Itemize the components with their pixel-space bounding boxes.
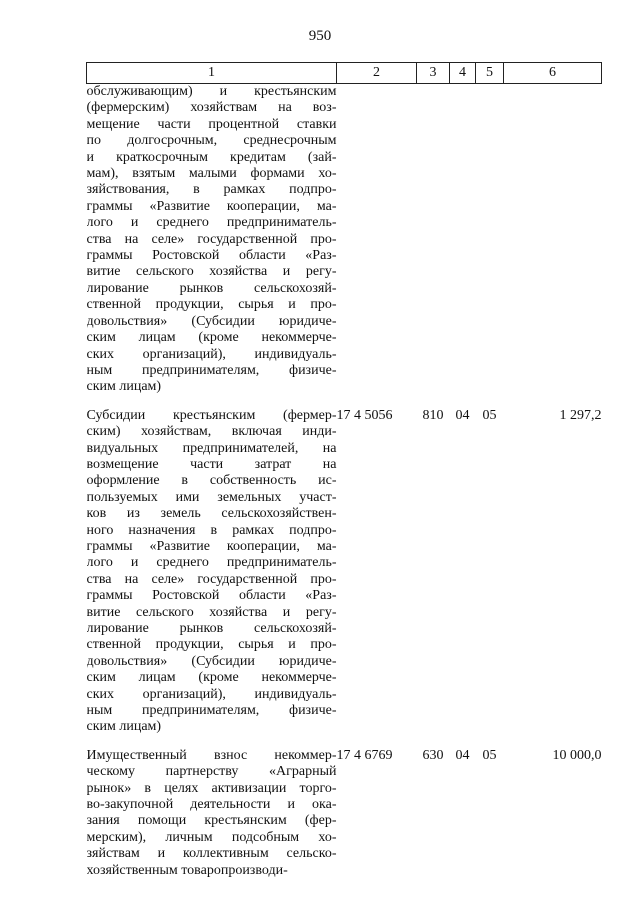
description-line: рынок» в целях активизации торго- xyxy=(86,780,337,796)
description-line: ства на селе» государственной про- xyxy=(86,231,337,247)
subsection-code: 05 xyxy=(482,407,497,423)
item-description xyxy=(87,408,337,736)
description-line: и краткосрочным кредитам (зай- xyxy=(86,149,337,165)
description-line: ства на селе» государственной про- xyxy=(86,571,337,587)
description-line: ским) хозяйствам, включая инди- xyxy=(86,424,337,440)
description-line: ственной продукции, сырья и про- xyxy=(86,297,337,313)
target-article-code: 17 4 6769 xyxy=(336,747,393,763)
row-spacer xyxy=(87,736,602,748)
description-line: во-закупочной деятельности и ока- xyxy=(86,797,337,813)
column-header: 3 xyxy=(417,63,450,84)
page-number: 950 xyxy=(308,28,332,44)
description-line: лирование рынков сельскохозяй- xyxy=(86,621,337,636)
description-line: мерским), личным подсобным хо- xyxy=(86,829,337,845)
amount: 1 297,2 xyxy=(559,407,602,423)
spacer-cell xyxy=(87,396,602,408)
amount xyxy=(504,84,602,396)
description-line: граммы «Развитие кооперации, ма- xyxy=(86,538,337,554)
column-header: 6 xyxy=(504,63,602,84)
table-row xyxy=(87,748,602,879)
column-header: 4 xyxy=(450,63,476,84)
description-line: витие сельского хозяйства и регу- xyxy=(86,264,337,280)
description-line: лого и среднего предприниматель- xyxy=(86,215,337,231)
description-line: (фермерским) хозяйствам на воз- xyxy=(86,100,337,116)
description-line: пользуемых ими земельных участ- xyxy=(86,489,337,505)
expense-type-code xyxy=(417,84,450,396)
description-line: ским лицам) xyxy=(86,379,162,395)
description-line: ным предпринимателям, физиче- xyxy=(86,703,337,719)
target-article-code xyxy=(337,84,417,396)
column-header: 2 xyxy=(337,63,417,84)
description-line: зяйствования, в рамках подпро- xyxy=(86,182,337,198)
table-row xyxy=(87,84,602,396)
description-line: мещение части процентной ставки xyxy=(86,116,337,132)
description-line: ным предпринимателям, физиче- xyxy=(86,362,337,378)
subsection-code: 05 xyxy=(482,747,497,763)
table-header-row xyxy=(87,63,602,84)
description-line: граммы Ростовской области «Раз- xyxy=(86,248,337,264)
description-line: ков из земель сельскохозяйствен- xyxy=(86,506,337,522)
section-code: 04 xyxy=(455,407,470,423)
row-spacer xyxy=(87,396,602,408)
expense-type-code: 630 xyxy=(422,747,444,763)
description-line: довольствия» (Субсидии юридиче- xyxy=(86,653,337,669)
amount: 10 000,0 xyxy=(552,747,602,763)
description-line: ских организаций), индивидуаль- xyxy=(86,346,337,362)
description-line: зания помощи крестьянским (фер- xyxy=(86,813,337,829)
description-line: возмещение части затрат на xyxy=(86,456,337,472)
description-line: ческому партнерству «Аграрный xyxy=(86,764,337,780)
description-line: ских организаций), индивидуаль- xyxy=(86,686,337,702)
target-article-code: 17 4 5056 xyxy=(336,407,393,423)
section-code xyxy=(450,84,476,396)
table-row xyxy=(87,408,602,736)
description-line: ским лицам (кроме некоммерче- xyxy=(86,670,337,686)
description-line: граммы «Развитие кооперации, ма- xyxy=(86,198,337,214)
budget-table xyxy=(86,62,602,879)
description-line: лирование рынков сельскохозяй- xyxy=(86,280,337,296)
description-line: ственной продукции, сырья и про- xyxy=(86,637,337,653)
expense-type-code: 810 xyxy=(422,407,444,423)
description-line: мам), взятым малыми формами хо- xyxy=(86,166,337,182)
item-description xyxy=(87,748,337,879)
subsection-code xyxy=(476,84,504,396)
item-description xyxy=(87,84,337,396)
column-header: 5 xyxy=(476,63,504,84)
description-line: довольствия» (Субсидии юридиче- xyxy=(86,313,337,329)
description-line: лого и среднего предприниматель- xyxy=(86,555,337,571)
description-line: граммы Ростовской области «Раз- xyxy=(86,588,337,604)
description-line: витие сельского хозяйства и регу- xyxy=(86,604,337,620)
description-line: по долгосрочным, среднесрочным xyxy=(86,133,337,149)
description-line: видуальных предпринимателей, на xyxy=(86,440,337,456)
column-header: 1 xyxy=(87,63,337,84)
spacer-cell xyxy=(87,736,602,748)
description-line: ским лицам) xyxy=(86,719,162,735)
description-line: ским лицам (кроме некоммерче- xyxy=(86,330,337,346)
description-line: обслуживающим) и крестьянским xyxy=(86,84,337,99)
section-code: 04 xyxy=(455,747,470,763)
description-line: хозяйственным товаропроизводи- xyxy=(86,862,288,878)
description-line: Субсидии крестьянским (фермер- xyxy=(86,407,337,423)
description-line: оформление в собственность ис- xyxy=(86,473,337,489)
description-line: Имущественный взнос некоммер- xyxy=(86,747,337,763)
description-line: ного назначения в рамках подпро- xyxy=(86,522,337,538)
description-line: зяйствам и коллективным сельско- xyxy=(86,846,337,862)
